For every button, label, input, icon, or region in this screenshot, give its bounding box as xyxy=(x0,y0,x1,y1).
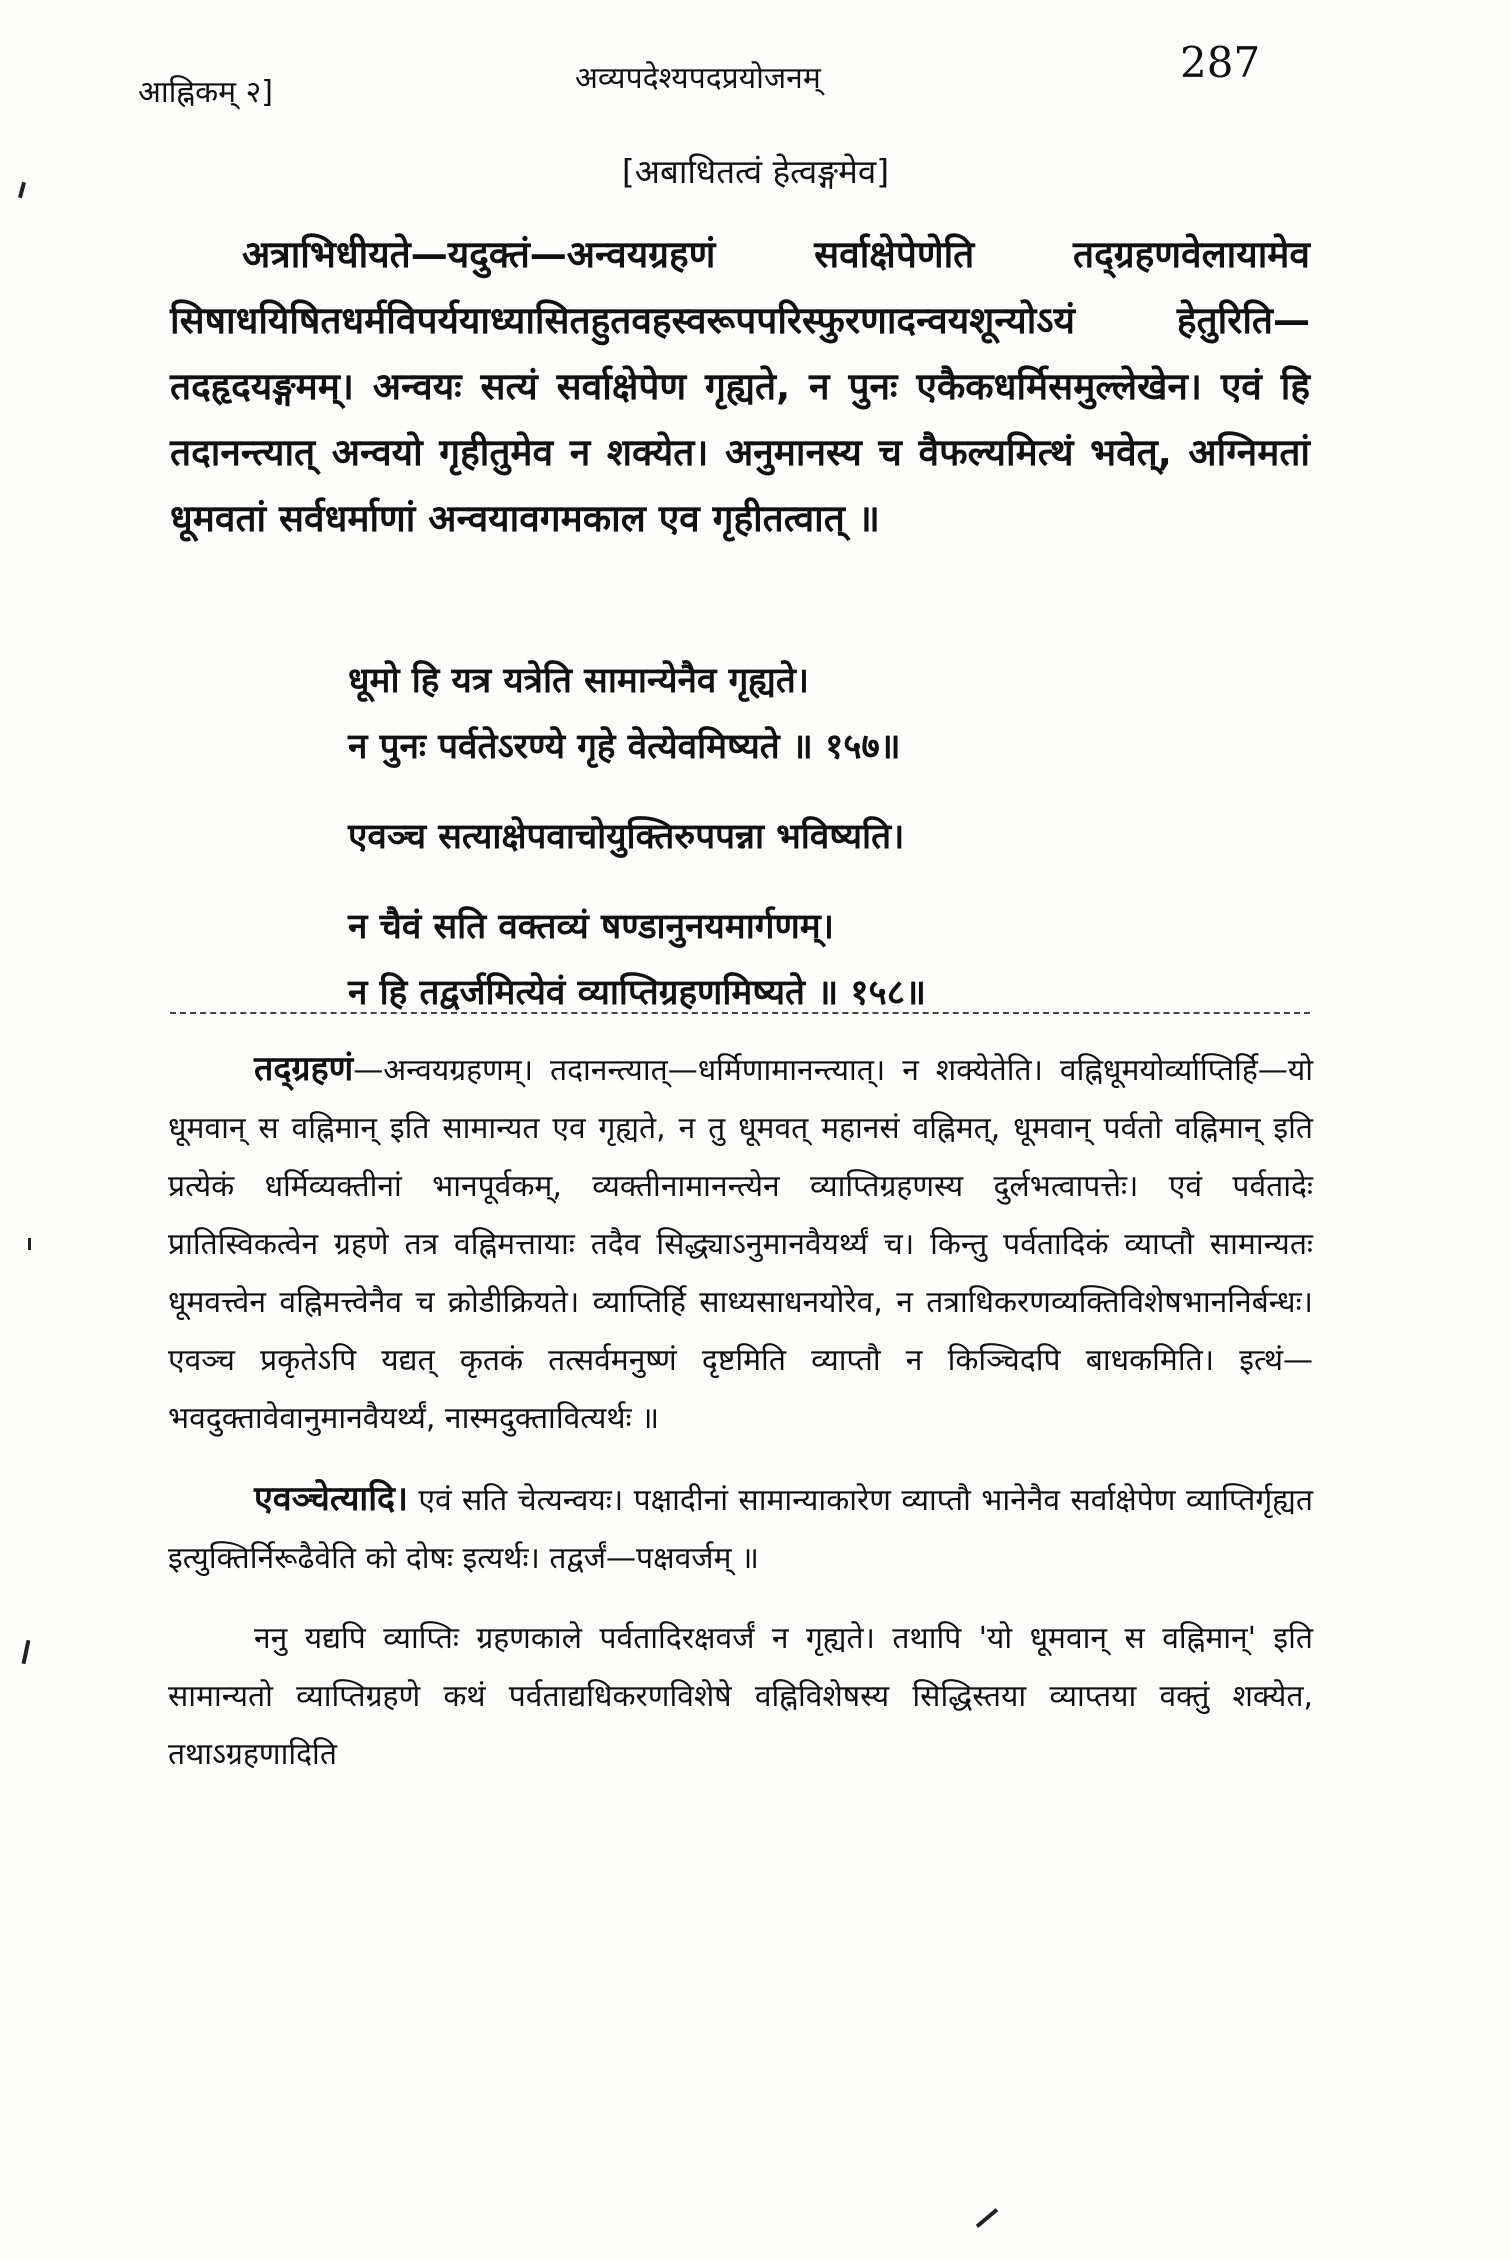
verse-line: धूमो हि यत्र यत्रेति सामान्येनैव गृह्यते। xyxy=(348,661,810,701)
lemma: एवञ्चेत्यादि। xyxy=(254,1479,408,1519)
commentary-text: एवं सति चेत्यन्वयः। पक्षादीनां सामान्याकारेण व्याप्तौ भानेनैव सर्वाक्षेपेण व्याप्तिर्गृह्यत इत्युक्तिर्निरूढैवेति को दोषः इत्यर्थः। तद्वर्जं—पक्षवर्जम् ॥ xyxy=(168,1483,1313,1576)
prose-line xyxy=(348,804,1248,870)
main-paragraph: अत्राभिधीयते—यदुक्तं—अन्वयग्रहणं सर्वाक्षेपेणेति तद्ग्रहणवेलायामेव सिषाधयिषितधर्मविपर्ययाध्यासितहुतवहस्वरूपपरिस्फुरणादन्वयशून्योऽयं हेतुरिति—तदहृदयङ्गमम्। अन्वयः सत्यं सर्वाक्षेपेण गृह्यते, न पुनः एकैकधर्मिसमुल्लेखेन। एवं हि तदानन्त्यात् अन्वयो गृहीतुमेव न शक्येत। अनुमानस्य च वैफल्यमित्थं भवेत्, अग्निमतां धूमवतां सर्वधर्माणां अन्वयावगमकाल एव गृहीतत्वात् ॥ xyxy=(170,233,1310,540)
commentary-paragraph xyxy=(168,1040,1313,1448)
scan-mark xyxy=(976,2208,998,2228)
scan-mark xyxy=(28,1238,31,1250)
running-header xyxy=(120,38,1280,108)
verse-line: एवञ्च सत्याक्षेपवाचोयुक्तिरुपपन्ना भविष्यति। xyxy=(348,817,905,857)
chapter-label: आह्निकम् २] xyxy=(138,75,273,110)
verse-157 xyxy=(348,648,1248,780)
section-divider xyxy=(170,1012,1310,1014)
verse-line: न चैवं सति वक्तव्यं षण्डानुनयमार्गणम्। xyxy=(348,907,834,947)
verse-158 xyxy=(348,894,1248,1026)
scan-mark xyxy=(22,1640,31,1664)
verse-line: न हि तद्वर्जमित्येवं व्याप्तिग्रहणमिष्यते ॥ १५८॥ xyxy=(348,973,926,1013)
section-title: [अबाधितत्वं हेत्वङ्गमेव] xyxy=(621,152,890,191)
page-number: 287 xyxy=(1180,38,1261,87)
verse-block xyxy=(348,648,1248,1050)
main-text xyxy=(170,222,1310,552)
commentary-paragraph xyxy=(168,1470,1313,1588)
lemma: तद्ग्रहणं xyxy=(254,1049,354,1089)
commentary-paragraph: ननु यद्यपि व्याप्तिः ग्रहणकाले पर्वतादिरक्षवर्जं न गृह्यते। तथापि 'यो धूमवान् स वह्निमान्' इति सामान्यतो व्याप्तिग्रहणे कथं पर्वताद्यधिकरणविशेषे वह्निविशेषस्य सिद्धिस्तया व्याप्तया वक्तुं शक्येत, तथाऽग्रहणादिति xyxy=(168,1621,1313,1772)
running-title: अव्यपदेश्यपदप्रयोजनम् xyxy=(575,61,821,96)
commentary-text: —अन्वयग्रहणम्। तदानन्त्यात्—धर्मिणामानन्त्यात्। न शक्येतेति। वह्निधूमयोर्व्याप्तिर्हि—यो धूमवान् स वह्निमान् इति सामान्यत एव गृह्यते, न तु धूमवत् महानसं वह्निमत्, धूमवान् पर्वतो वह्निमान् इति प्रत्येकं धर्मिव्यक्तीनां भानपूर्वकम्, व्यक्तीनामानन्त्येन व्याप्तिग्रहणस्य दुर्लभत्वापत्तेः। एवं पर्वतादेः प्रातिस्विकत्वेन ग्रहणे तत्र वह्निमत्तायाः तदैव सिद्ध्याऽनुमानवैयर्थ्यं च। किन्तु पर्वतादिकं व्याप्तौ सामान्यतः धूमवत्त्वेन वह्निमत्त्वेनैव च क्रोडीक्रियते। व्याप्तिर्हि साध्यसाधनयोरेव, न तत्राधिकरणव्यक्तिविशेषभाननिर्बन्धः। एवञ्च प्रकृतेऽपि यद्यत् कृतकं तत्सर्वमनुष्णं दृष्टमिति व्याप्तौ न किञ्चिदपि बाधकमिति। इत्थं—भवदुक्तावेवानुमानवैयर्थ्यं, नास्मदुक्तावित्यर्थः ॥ xyxy=(168,1053,1313,1436)
verse-line: न पुनः पर्वतेऽरण्ये गृहे वेत्येवमिष्यते ॥ १५७॥ xyxy=(348,727,901,767)
commentary xyxy=(168,1040,1313,1806)
